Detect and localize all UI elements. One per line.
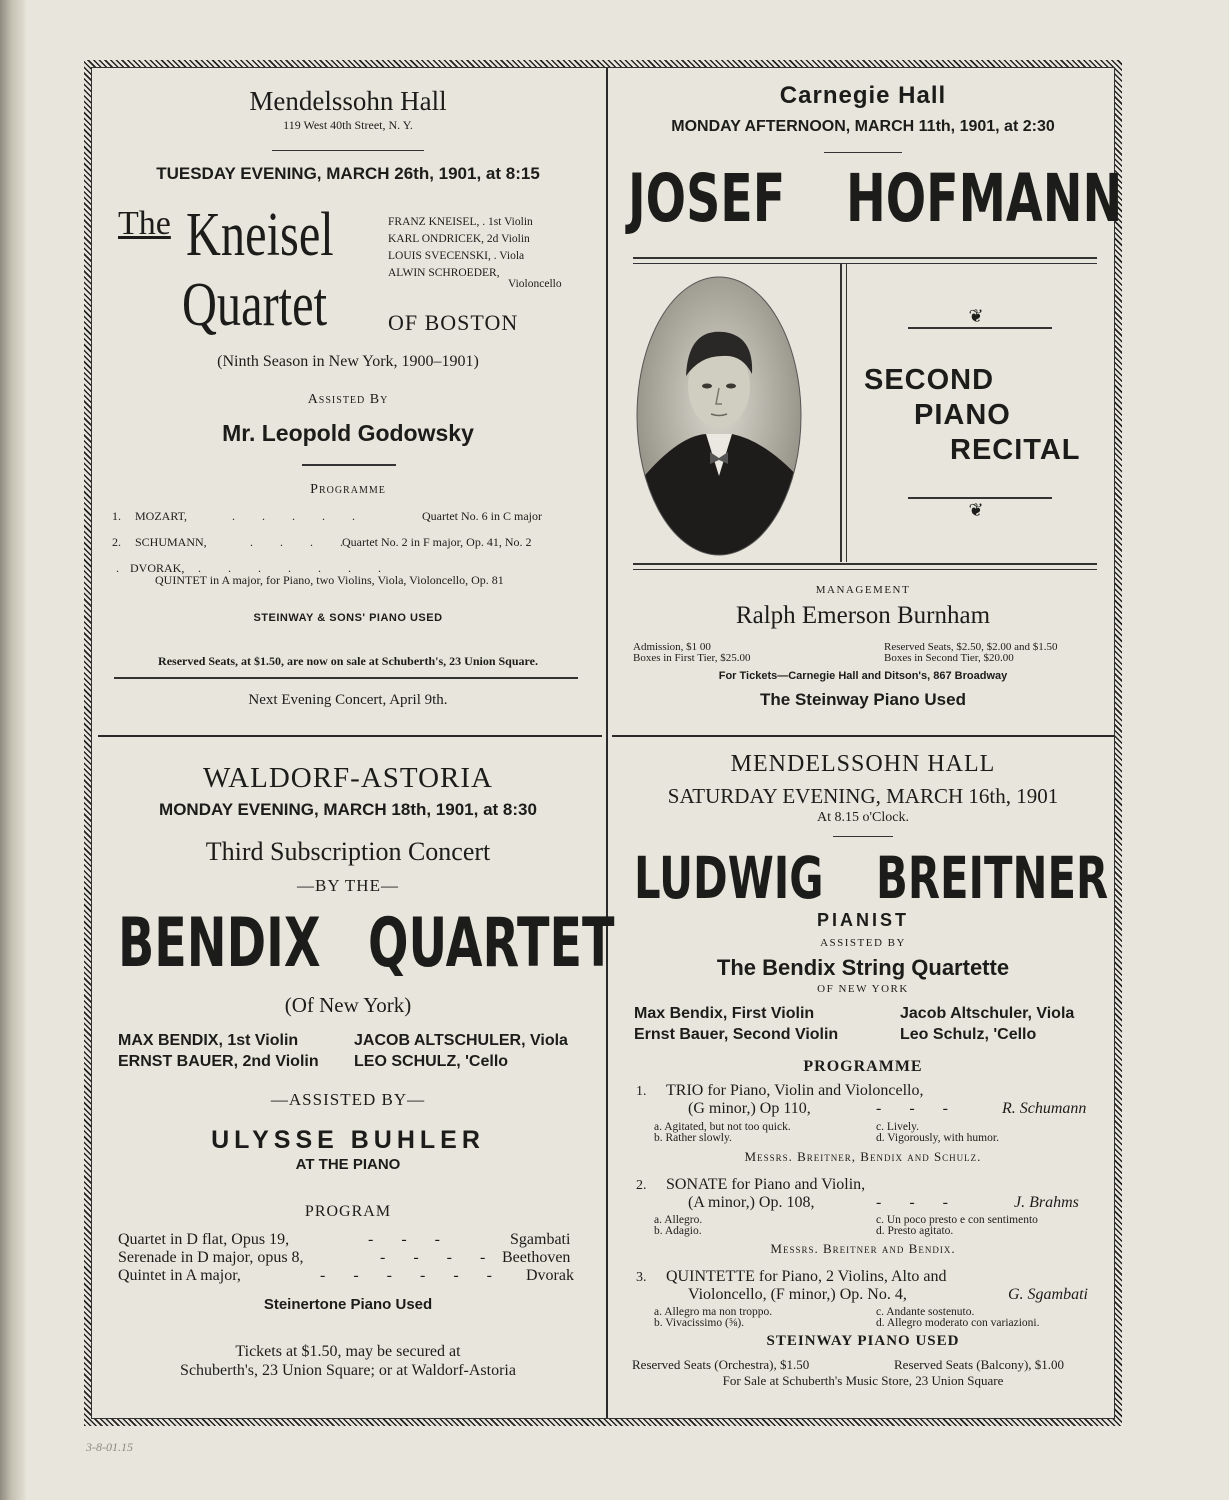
of-boston: OF BOSTON [388, 310, 519, 335]
quartet-origin: (Of New York) [284, 993, 412, 1017]
concert-date: MONDAY AFTERNOON, MARCH 11th, 1901, at 2:30 [671, 118, 1055, 135]
member: Jacob Altschuler, Viola [900, 1005, 1075, 1022]
series-title: Third Subscription Concert [205, 837, 491, 866]
quartet-name-2: QUARTET [368, 904, 615, 983]
piano-note: STEINWAY & SONS' PIANO USED [253, 612, 443, 624]
programme-work: (A minor,) Op. 108, [688, 1194, 815, 1211]
rule [840, 264, 842, 562]
programme-work: Violoncello, (F minor,) Op. No. 4, [688, 1286, 907, 1303]
movement: c. Lively. [876, 1121, 920, 1133]
programme-work: QUINTETTE for Piano, 2 Violins, Alto and [666, 1268, 947, 1285]
member: JACOB ALTSCHULER, Viola [354, 1032, 568, 1049]
vertical-divider [606, 68, 608, 1418]
movement: a. Allegro. [654, 1214, 703, 1226]
member: ERNST BAUER, 2nd Violin [118, 1053, 319, 1070]
member: FRANZ KNEISEL, . 1st Violin [388, 216, 533, 228]
members-list [388, 214, 533, 282]
programme-composer: DVORAK, [130, 561, 185, 575]
concert-date: MONDAY EVENING, MARCH 18th, 1901, at 8:30 [159, 800, 537, 819]
performers: Messrs. Breitner, Bendix and Schulz. [744, 1149, 982, 1164]
member: LEO SCHULZ, 'Cello [354, 1053, 509, 1070]
member: MAX BENDIX, 1st Violin [118, 1032, 299, 1049]
programme-num: 3. [636, 1270, 647, 1285]
programme-work: (G minor,) Op 110, [688, 1100, 811, 1117]
seats-note: Reserved Seats, at $1.50, are now on sale at Schuberth's, 23 Union Square. [158, 654, 538, 668]
venue-title: WALDORF-ASTORIA [203, 762, 493, 794]
assisted-by: Assisted By [307, 392, 389, 407]
season-note: (Ninth Season in New York, 1900–1901) [217, 353, 479, 370]
movement: d. Vigorously, with humor. [876, 1132, 999, 1144]
programme-composer: R. Schumann [1002, 1100, 1087, 1117]
recital-line-2: PIANO [914, 399, 1011, 431]
program-work: Quintet in A major, [118, 1267, 241, 1284]
programme-leader: . . . . [250, 535, 355, 549]
programme-composer: G. Sgambati [1008, 1286, 1088, 1303]
rule [633, 257, 1097, 259]
member: LOUIS SVECENSKI, . Viola [388, 250, 525, 262]
management-label: MANAGEMENT [815, 584, 911, 596]
program-leader: - - - [368, 1231, 452, 1248]
movement: d. Presto agitato. [876, 1225, 954, 1237]
movement: d. Allegro moderato con variazioni. [876, 1317, 1040, 1329]
program-composer: Beethoven [502, 1249, 571, 1266]
rule [302, 464, 396, 466]
movement: b. Vivacissimo (⅝). [654, 1317, 745, 1329]
movement: a. Allegro ma non troppo. [654, 1306, 773, 1318]
movement: b. Rather slowly. [654, 1132, 732, 1144]
artist-role: PIANIST [816, 910, 909, 930]
rule [824, 152, 902, 153]
program-leader: - - - - [380, 1249, 498, 1266]
programme-work: TRIO for Piano, Violin and Violoncello, [666, 1082, 924, 1099]
program-leader: - - - - - - [320, 1267, 504, 1284]
rule [908, 497, 1052, 499]
programme-leader: - - - [876, 1194, 960, 1211]
piano-note: The Steinway Piano Used [760, 690, 966, 709]
programme-work: Quartet No. 2 in F major, Op. 41, No. 2 [342, 535, 532, 549]
reserved-price: Reserved Seats, $2.50, $2.00 and $1.50 [884, 641, 1058, 653]
piano-note: Steinertone Piano Used [263, 1296, 433, 1313]
artist-first-name: LUDWIG [634, 844, 824, 912]
margin-note: 3-8-01.15 [86, 1440, 133, 1454]
programme-num: . [116, 561, 119, 575]
recital-line-3: RECITAL [950, 434, 1081, 466]
programme-work: QUINTET in A major, for Piano, two Violins, Viola, Violoncello, Op. 81 [155, 573, 504, 587]
ticket-info: Tickets at $1.50, may be secured at [235, 1343, 461, 1360]
program-composer: Dvorak [526, 1267, 574, 1284]
artist-last-name: BREITNER [876, 844, 1109, 912]
member: KARL ONDRICEK, 2d Violin [388, 233, 530, 245]
title-kneisel: Kneisel [186, 201, 334, 269]
programme-num: 1. [112, 509, 121, 523]
horizontal-divider-right [612, 735, 1114, 737]
rule [114, 677, 578, 679]
programme-num: 2. [112, 535, 121, 549]
rule [833, 836, 893, 837]
rule [633, 569, 1097, 570]
program-composer: Sgambati [510, 1231, 571, 1248]
ornament-icon: ❦ [968, 306, 984, 326]
title-article: The [118, 205, 171, 242]
program-work: Serenade in D major, opus 8, [118, 1249, 304, 1266]
performers: Messrs. Breitner and Bendix. [770, 1241, 956, 1256]
sale-info: For Sale at Schuberth's Music Store, 23 Union Square [722, 1373, 1004, 1388]
concert-date: SATURDAY EVENING, MARCH 16th, 1901 [667, 784, 1059, 808]
programme-work: Quartet No. 6 in C major [422, 509, 542, 523]
rule [633, 563, 1097, 565]
seat-price: Reserved Seats (Orchestra), $1.50 [632, 1357, 810, 1372]
programme-composer: SCHUMANN, [135, 535, 207, 549]
member-instrument: Violoncello [508, 278, 562, 290]
horizontal-divider-left [98, 735, 602, 737]
concert-time: At 8.15 o'Clock. [817, 810, 909, 825]
programme-leader: . . . . . [232, 509, 367, 523]
rule [908, 327, 1052, 329]
programme-num: 2. [636, 1178, 647, 1193]
manager-name: Ralph Emerson Burnham [735, 602, 991, 629]
assisted-by: ASSISTED BY [820, 937, 906, 949]
recital-line-1: SECOND [864, 364, 995, 396]
piano-note: STEINWAY PIANO USED [766, 1333, 960, 1349]
program-heading: PROGRAM [304, 1203, 392, 1220]
movement: c. Un poco presto e con sentimento [876, 1214, 1038, 1226]
admission-price: Admission, $1 00 [633, 641, 711, 653]
programme-heading: PROGRAMME [803, 1058, 923, 1075]
rule [846, 264, 847, 562]
ensemble-name: The Bendix String Quartette [716, 955, 1010, 980]
ornament-icon: ❦ [968, 500, 984, 520]
guest-artist: Mr. Leopold Godowsky [222, 420, 474, 446]
ensemble-origin: OF NEW YORK [817, 983, 909, 995]
member: Leo Schulz, 'Cello [900, 1026, 1037, 1043]
assisted-by: —ASSISTED BY— [270, 1090, 426, 1109]
ticket-info: For Tickets—Carnegie Hall and Ditson's, 867 Broadway [718, 670, 1008, 682]
next-concert: Next Evening Concert, April 9th. [248, 692, 448, 708]
movement: a. Agitated, but not too quick. [654, 1121, 791, 1133]
movement: b. Adagio. [654, 1225, 702, 1237]
at-the-piano: AT THE PIANO [295, 1156, 401, 1173]
programme-work: SONATE for Piano and Violin, [666, 1176, 866, 1193]
programme-num: 1. [636, 1084, 647, 1099]
ticket-info: Schuberth's, 23 Union Square; or at Waldorf-Astoria [180, 1362, 516, 1379]
member: ALWIN SCHROEDER, [388, 267, 500, 279]
member: Ernst Bauer, Second Violin [634, 1026, 839, 1043]
programme-composer: J. Brahms [1014, 1194, 1079, 1211]
venue-address: 119 West 40th Street, N. Y. [283, 118, 413, 132]
programme-composer: MOZART, [135, 509, 188, 523]
portrait-photo [636, 276, 802, 556]
seat-price: Reserved Seats (Balcony), $1.00 [894, 1357, 1065, 1372]
artist-last-name: HOFMANN [846, 160, 1123, 237]
programme-heading: Programme [310, 482, 386, 497]
book-spine [0, 0, 26, 1500]
by-the: —BY THE— [297, 876, 399, 895]
programme-leader: . . . . . . . [198, 561, 393, 575]
rule [272, 150, 424, 151]
movement: c. Andante sostenuto. [876, 1306, 975, 1318]
quartet-name-1: BENDIX [118, 904, 321, 983]
box-price-1: Boxes in First Tier, $25.00 [633, 652, 751, 664]
venue-title: MENDELSSOHN HALL [730, 751, 996, 777]
programme-leader: - - - [876, 1100, 960, 1117]
member: Max Bendix, First Violin [634, 1005, 815, 1022]
venue-title: Mendelssohn Hall [249, 86, 447, 116]
guest-artist: ULYSSE BUHLER [211, 1126, 485, 1154]
artist-first-name: JOSEF [628, 160, 786, 237]
title-quartet: Quartet [182, 271, 328, 339]
box-price-2: Boxes in Second Tier, $20.00 [884, 652, 1014, 664]
program-work: Quartet in D flat, Opus 19, [118, 1231, 290, 1248]
concert-date: TUESDAY EVENING, MARCH 26th, 1901, at 8:15 [156, 164, 540, 183]
rule [633, 263, 1097, 264]
venue-title: Carnegie Hall [779, 82, 947, 109]
